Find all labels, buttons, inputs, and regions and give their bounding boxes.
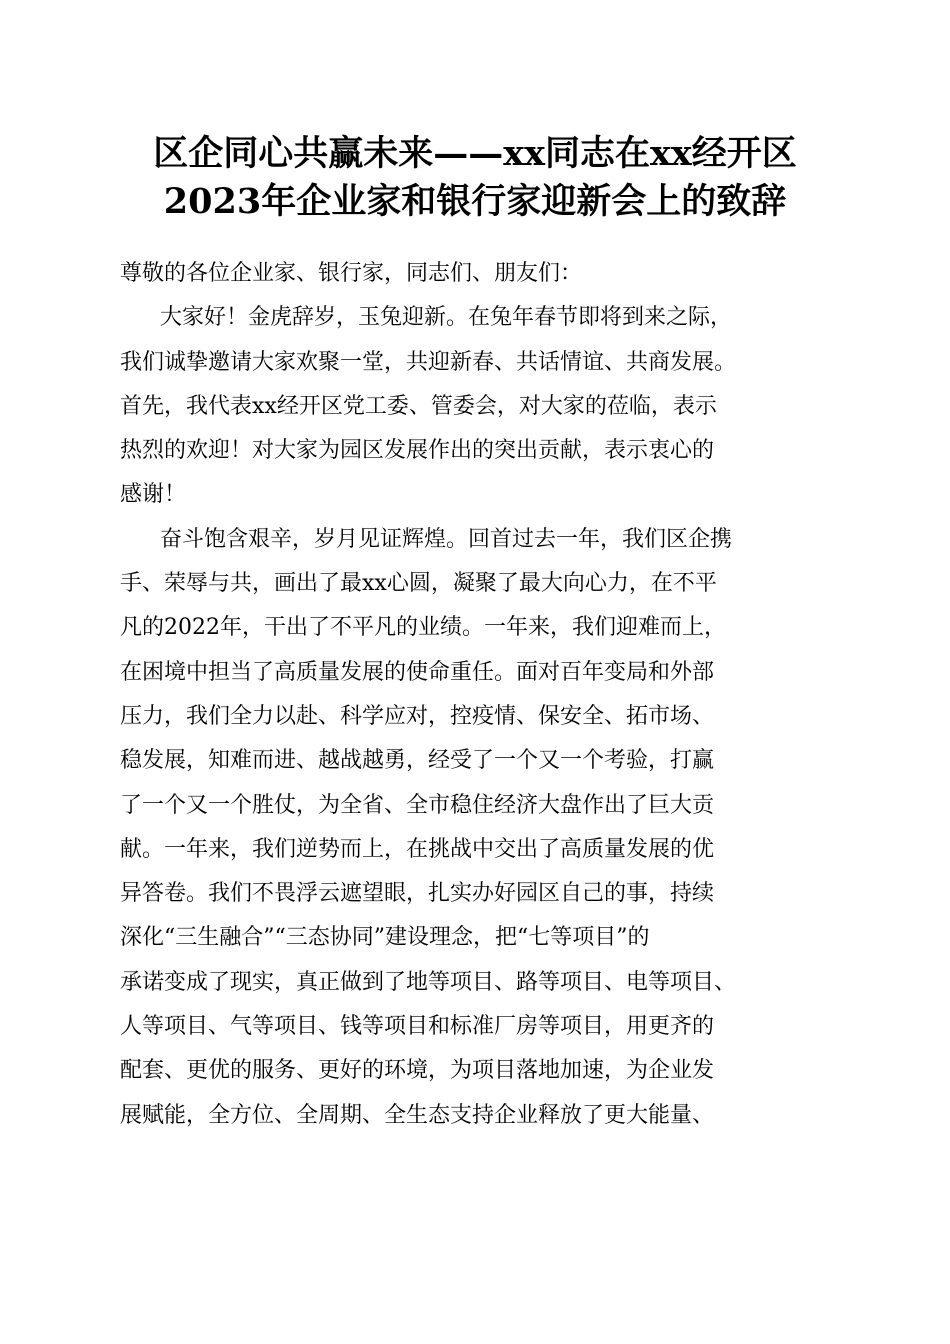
paragraph-2-line: 人等项目、气等项目、钱等项目和标准厂房等项目，用更齐的 <box>120 1014 715 1040</box>
paragraph-2-line: 展赋能，全方位、全周期、全生态支持企业释放了更大能量、 <box>120 1102 715 1128</box>
paragraph-1-line: 首先，我代表xx经开区党工委、管委会，对大家的莅临，表示 <box>120 393 717 419</box>
paragraph-1-line: 大家好！金虎辞岁，玉兔迎新。在兔年春节即将到来之际， <box>160 305 733 331</box>
title-line-2: 2023年企业家和银行家迎新会上的致辞 <box>163 181 787 222</box>
salutation: 尊敬的各位企业家、银行家，同志们、朋友们： <box>120 261 583 286</box>
paragraph-2-line: 手、荣辱与共，画出了最xx心圆，凝聚了最大向心力，在不平 <box>120 571 717 597</box>
paragraph-1-line: 感谢！ <box>120 482 187 508</box>
paragraph-2-line: 配套、更优的服务、更好的环境，为项目落地加速，为企业发 <box>120 1058 715 1084</box>
paragraph-1-line: 我们诚挚邀请大家欢聚一堂，共迎新春、共话情谊、共商发展。 <box>120 349 737 375</box>
paragraph-2-line: 深化“三生融合”“三态协同”建设理念，把“七等项目”的 <box>120 925 650 951</box>
paragraph-2-line: 在困境中担当了高质量发展的使命重任。面对百年变局和外部 <box>120 659 715 685</box>
paragraph-2-line: 承诺变成了现实，真正做到了地等项目、路等项目、电等项目、 <box>120 969 737 995</box>
paragraph-1-line: 热烈的欢迎！对大家为园区发展作出的突出贡献，表示衷心的 <box>120 438 715 464</box>
document-title <box>100 130 850 226</box>
paragraph-2-line: 奋斗饱含艰辛，岁月见证辉煌。回首过去一年，我们区企携 <box>160 526 733 552</box>
paragraph-2-line: 了一个又一个胜仗，为全省、全市稳住经济大盘作出了巨大贡 <box>120 792 715 818</box>
paragraph-2-line: 异答卷。我们不畏浮云遮望眼，扎实办好园区自己的事，持续 <box>120 881 715 907</box>
paragraph-2-line: 压力，我们全力以赴、科学应对，控疫情、保安全、拓市场、 <box>120 703 715 729</box>
document-body <box>120 252 840 1138</box>
paragraph-2-line: 稳发展，知难而进、越战越勇，经受了一个又一个考验，打赢 <box>120 748 715 774</box>
paragraph-2-line: 献。一年来，我们逆势而上，在挑战中交出了高质量发展的优 <box>120 836 715 862</box>
title-line-1: 区企同心共赢未来——xx同志在xx经开区 <box>153 133 797 174</box>
paragraph-2-line: 凡的2022年，干出了不平凡的业绩。一年来，我们迎难而上， <box>120 615 726 641</box>
